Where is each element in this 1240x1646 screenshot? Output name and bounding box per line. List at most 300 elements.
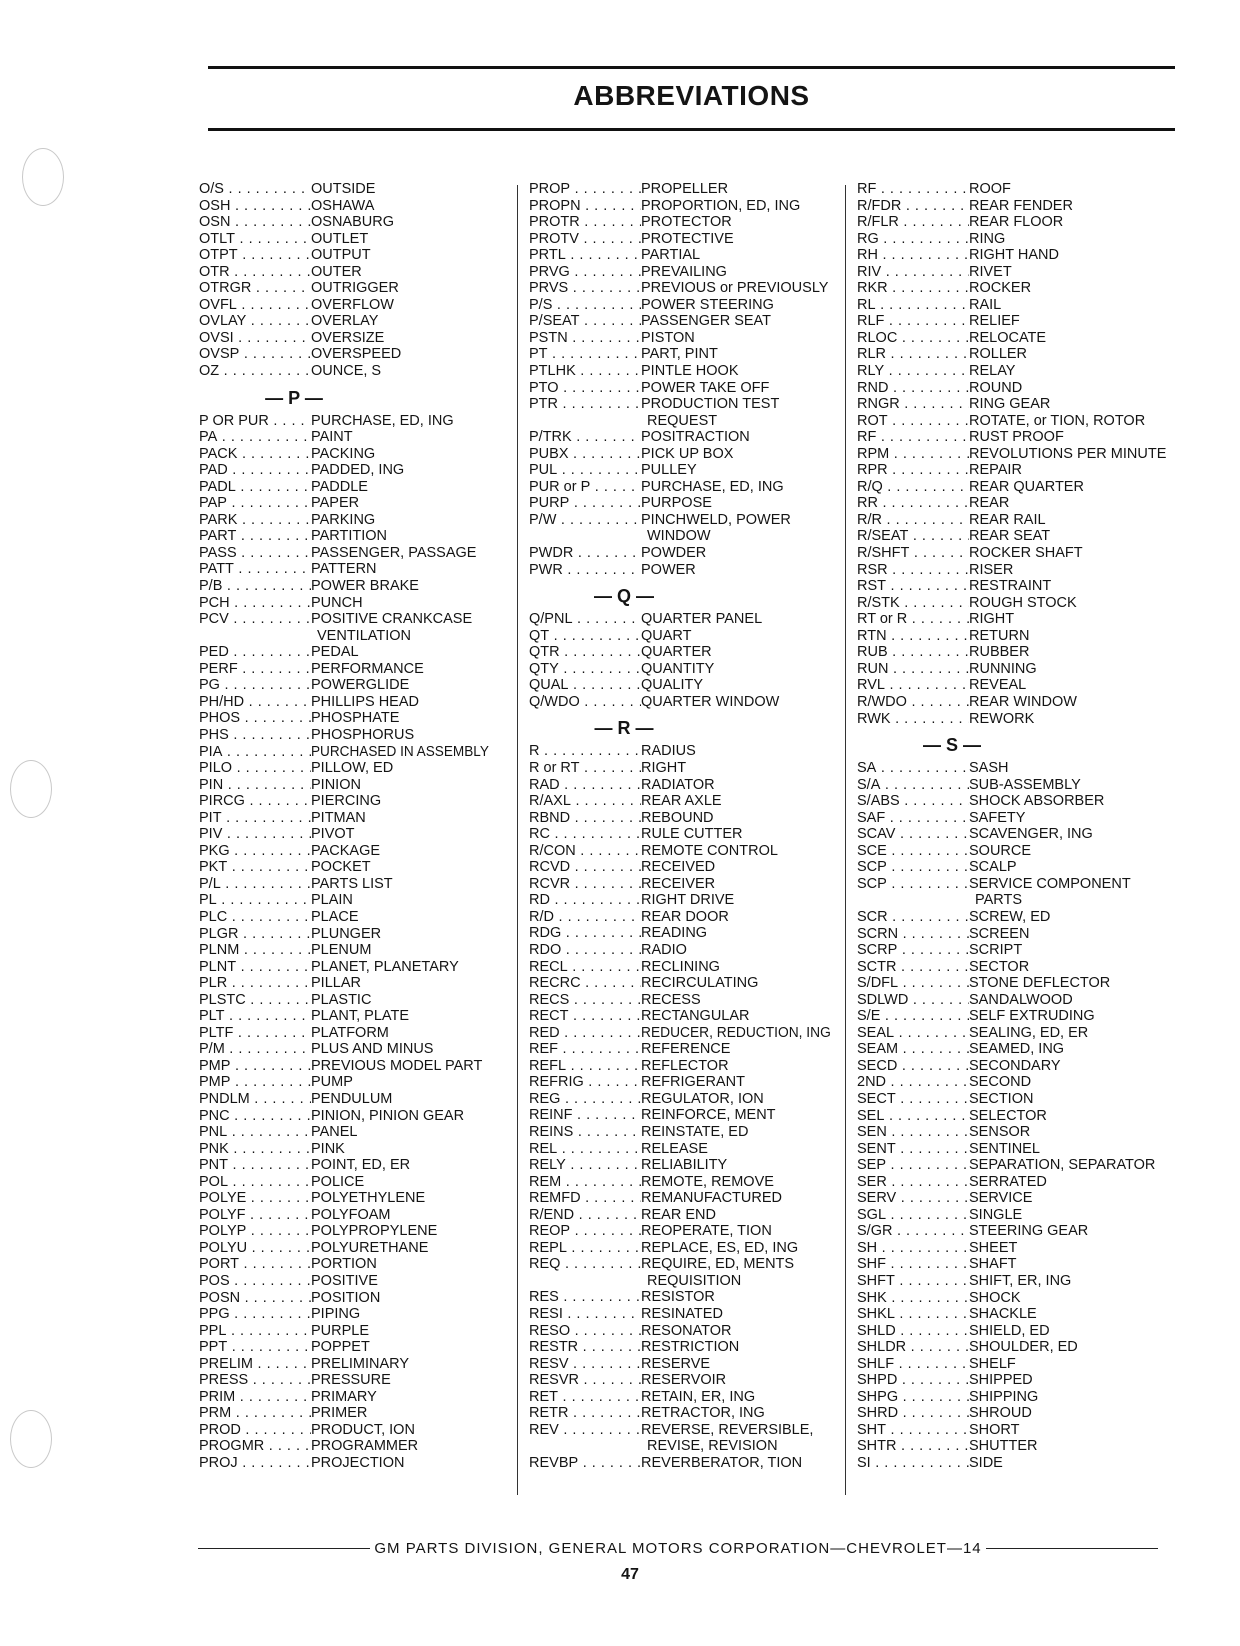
- abbreviation: REFRIG . . .: [529, 1074, 641, 1091]
- abbreviation: PLNT . . .: [199, 959, 311, 976]
- abbreviation-entry: [857, 876, 1177, 893]
- abbreviation: PT . . .: [529, 346, 641, 363]
- definition: PULLEY: [641, 462, 697, 479]
- top-rule: [208, 66, 1175, 69]
- abbreviation: RESV . . .: [529, 1356, 641, 1373]
- abbreviation: REG . . .: [529, 1091, 641, 1108]
- abbreviation-entry: [199, 578, 489, 595]
- abbreviation: R/R . . .: [857, 512, 969, 529]
- definition: PHILLIPS HEAD: [311, 693, 419, 710]
- abbreviation-entry: [529, 677, 831, 694]
- definition: PINTLE HOOK: [641, 363, 739, 380]
- abbreviation-entry: [857, 926, 1177, 943]
- abbreviation: PHS . . .: [199, 727, 311, 744]
- abbreviation: S/ABS . . .: [857, 793, 969, 810]
- abbreviation-entry: [529, 198, 831, 215]
- definition: PAPER: [311, 495, 360, 512]
- definition: PREVAILING: [641, 263, 727, 280]
- abbreviation: R/Q . . .: [857, 479, 969, 496]
- abbreviation-entry: [199, 363, 489, 380]
- abbreviation-entry: [857, 1306, 1177, 1323]
- abbreviation: PTLHK . . .: [529, 363, 641, 380]
- abbreviation: SHLDR . . .: [857, 1339, 969, 1356]
- definition: RADIO: [641, 941, 687, 958]
- abbreviation: REV . . .: [529, 1422, 641, 1439]
- abbreviation-entry: [199, 1141, 489, 1158]
- title-rule: [208, 128, 1175, 131]
- definition: RELAY: [969, 363, 1016, 380]
- abbreviation: PTO . . .: [529, 380, 641, 397]
- abbreviation-entry: [529, 512, 831, 529]
- abbreviation-entry: [529, 1455, 831, 1472]
- abbreviation-entry: [529, 1025, 831, 1042]
- abbreviation-entry: [199, 545, 489, 562]
- footer-rule-right: [986, 1548, 1158, 1549]
- abbreviation: PROTV . . .: [529, 231, 641, 248]
- abbreviation: POLYF . . .: [199, 1207, 311, 1224]
- abbreviation-entry: [857, 1041, 1177, 1058]
- abbreviation-entry: [529, 826, 831, 843]
- definition: PURCHASED IN ASSEMBLY: [311, 743, 489, 760]
- abbreviation: PED . . .: [199, 644, 311, 661]
- abbreviation-entry: [529, 462, 831, 479]
- abbreviation: RPM . . .: [857, 446, 969, 463]
- abbreviation-entry: [529, 810, 831, 827]
- abbreviation-entry: [857, 1273, 1177, 1290]
- definition: SEAMED, ING: [969, 1041, 1065, 1058]
- abbreviation: SH . . .: [857, 1240, 969, 1257]
- abbreviation: PRIM . . .: [199, 1389, 311, 1406]
- abbreviation: [857, 892, 969, 909]
- abbreviation-entry: [857, 1405, 1177, 1422]
- abbreviation: PG . . .: [199, 677, 311, 694]
- abbreviation-entry: [199, 909, 489, 926]
- definition: RULE CUTTER: [641, 826, 743, 843]
- definition: QUALITY: [641, 677, 704, 694]
- definition: POSITION: [311, 1289, 381, 1306]
- abbreviation: [529, 413, 641, 430]
- definition: RIGHT DRIVE: [641, 892, 735, 909]
- abbreviation: RL . . .: [857, 297, 969, 314]
- abbreviation-entry: [857, 611, 1177, 628]
- abbreviation-entry: [529, 892, 831, 909]
- abbreviation-entry: [857, 760, 1177, 777]
- abbreviation: RECRC . . .: [529, 975, 641, 992]
- abbreviation: SCRN . . .: [857, 926, 969, 943]
- abbreviation-entry: [199, 744, 489, 761]
- abbreviation-entry: [199, 297, 489, 314]
- abbreviation: OTR . . .: [199, 264, 311, 281]
- abbreviation: RELY . . .: [529, 1157, 641, 1174]
- abbreviation: RAD . . .: [529, 777, 641, 794]
- definition: OVERLAY: [311, 313, 379, 330]
- abbreviation-entry: [857, 1124, 1177, 1141]
- abbreviation-entry: [199, 926, 489, 943]
- abbreviation: PL . . .: [199, 892, 311, 909]
- abbreviation: RED . . .: [529, 1025, 641, 1042]
- binder-hole: [22, 148, 64, 206]
- definition: PUNCH: [311, 594, 363, 611]
- abbreviation-entry: [857, 280, 1177, 297]
- abbreviation-entry: [199, 313, 489, 330]
- section-heading: — Q —: [593, 586, 654, 607]
- abbreviation-entry-continuation: [529, 1438, 831, 1455]
- abbreviation-entry: [857, 264, 1177, 281]
- abbreviation-entry: [857, 1223, 1177, 1240]
- definition: REAR RAIL: [969, 511, 1046, 528]
- page-number: 47: [621, 1566, 639, 1583]
- abbreviation: RST . . .: [857, 578, 969, 595]
- abbreviation-entry: [199, 479, 489, 496]
- abbreviation: RUB . . .: [857, 644, 969, 661]
- abbreviation-entry: [529, 1124, 831, 1141]
- definition: RESERVE: [641, 1355, 711, 1372]
- definition: ROUGH STOCK: [969, 594, 1077, 611]
- abbreviation: SDLWD . . .: [857, 992, 969, 1009]
- abbreviation: OVLAY . . .: [199, 313, 311, 330]
- abbreviation-entry: [199, 528, 489, 545]
- abbreviation-entry: [857, 512, 1177, 529]
- definition: SERRATED: [969, 1173, 1047, 1190]
- definition: PLANT, PLATE: [311, 1008, 410, 1025]
- abbreviation-entry: [529, 1190, 831, 1207]
- abbreviation-column-1: [199, 181, 489, 1472]
- abbreviation: S/DFL . . .: [857, 975, 969, 992]
- definition: PADDLE: [311, 478, 368, 495]
- definition: SHIPPING: [969, 1388, 1039, 1405]
- abbreviation-entry: [857, 297, 1177, 314]
- definition: SHOCK ABSORBER: [969, 793, 1105, 810]
- abbreviation-entry: [529, 644, 831, 661]
- definition: PARKING: [311, 511, 376, 528]
- abbreviation: PCV . . .: [199, 611, 311, 628]
- definition: RUST PROOF: [969, 429, 1064, 446]
- definition: POCKET: [311, 859, 371, 876]
- abbreviation: REVBP . . .: [529, 1455, 641, 1472]
- definition: POLYPROPYLENE: [311, 1223, 438, 1240]
- abbreviation: S/E . . .: [857, 1008, 969, 1025]
- abbreviation: 2ND . . .: [857, 1074, 969, 1091]
- abbreviation: RESI . . .: [529, 1306, 641, 1323]
- definition: SECTOR: [969, 958, 1030, 975]
- definition: RING: [969, 230, 1006, 247]
- section-heading: — P —: [265, 387, 323, 408]
- abbreviation: QTR . . .: [529, 644, 641, 661]
- abbreviation-entry: [199, 446, 489, 463]
- abbreviation: PROJ . . .: [199, 1455, 311, 1472]
- abbreviation-entry: [529, 925, 831, 942]
- abbreviation-entry-continuation: [529, 528, 831, 545]
- abbreviation-entry: [857, 859, 1177, 876]
- definition: PITMAN: [311, 809, 366, 826]
- definition: SHACKLE: [969, 1306, 1037, 1323]
- abbreviation-entry: [199, 1273, 489, 1290]
- definition: RECTANGULAR: [641, 1008, 750, 1025]
- definition: OVERFLOW: [311, 296, 394, 313]
- abbreviation: PIV . . .: [199, 826, 311, 843]
- abbreviation: RLOC . . .: [857, 330, 969, 347]
- abbreviation-entry: [199, 595, 489, 612]
- definition: PURCHASE, ED, ING: [641, 478, 784, 495]
- definition: SINGLE: [969, 1206, 1023, 1223]
- definition: SIDE: [969, 1455, 1003, 1472]
- abbreviation-entry: [857, 1356, 1177, 1373]
- definition: PHOSPHATE: [311, 710, 400, 727]
- abbreviation-entry: [857, 1074, 1177, 1091]
- abbreviation-entry: [199, 843, 489, 860]
- abbreviation-entry: [199, 512, 489, 529]
- abbreviation: RKR . . .: [857, 280, 969, 297]
- definition: PRODUCTION TEST: [641, 396, 780, 413]
- abbreviation-entry: [199, 1306, 489, 1323]
- abbreviation-entry: [199, 1323, 489, 1340]
- definition: SHAFT: [969, 1256, 1017, 1273]
- abbreviation-entry: [529, 214, 831, 231]
- abbreviation-entry: [857, 1190, 1177, 1207]
- abbreviation-entry: [199, 760, 489, 777]
- abbreviation: POL . . .: [199, 1174, 311, 1191]
- abbreviation: SEAL . . .: [857, 1025, 969, 1042]
- abbreviation: ROT . . .: [857, 413, 969, 430]
- abbreviation-entry: [199, 710, 489, 727]
- abbreviation: PARK . . .: [199, 512, 311, 529]
- abbreviation: REINS . . .: [529, 1124, 641, 1141]
- definition: PRODUCT, ION: [311, 1421, 415, 1438]
- abbreviation: RR . . .: [857, 495, 969, 512]
- abbreviation-entry: [857, 1174, 1177, 1191]
- abbreviation-entry: [529, 975, 831, 992]
- definition: REFRIGERANT: [641, 1074, 745, 1091]
- abbreviation-entry: [529, 1422, 831, 1439]
- abbreviation-entry: [199, 1223, 489, 1240]
- definition: REINFORCE, MENT: [641, 1107, 776, 1124]
- abbreviation-entry: [529, 181, 831, 198]
- definition: SCAVENGER, ING: [969, 826, 1093, 843]
- definition: STEERING GEAR: [969, 1223, 1089, 1240]
- abbreviation-entry: [199, 1025, 489, 1042]
- abbreviation-entry: [857, 777, 1177, 794]
- abbreviation: RSR . . .: [857, 562, 969, 579]
- definition: QUART: [641, 627, 692, 644]
- abbreviation-entry: [857, 1157, 1177, 1174]
- abbreviation-entry: [529, 760, 831, 777]
- definition: REAR DOOR: [641, 908, 729, 925]
- abbreviation-entry: [199, 1290, 489, 1307]
- abbreviation-entry: [199, 495, 489, 512]
- abbreviation: R/AXL . . .: [529, 793, 641, 810]
- definition: PROPORTION, ED, ING: [641, 197, 801, 214]
- abbreviation-entry: [529, 1207, 831, 1224]
- definition: RADIATOR: [641, 776, 715, 793]
- abbreviation: SEL . . .: [857, 1108, 969, 1125]
- abbreviation-entry: [199, 677, 489, 694]
- abbreviation: PA . . .: [199, 429, 311, 446]
- definition: PARTIAL: [641, 247, 701, 264]
- definition: RECEIVED: [641, 859, 716, 876]
- abbreviation-entry: [857, 495, 1177, 512]
- definition: PROPELLER: [641, 181, 729, 197]
- definition: ROUND: [969, 379, 1023, 396]
- abbreviation: RUN . . .: [857, 661, 969, 678]
- definition: PINCHWELD, POWER: [641, 511, 791, 528]
- abbreviation-entry: [199, 1074, 489, 1091]
- abbreviation: REQ . . .: [529, 1256, 641, 1273]
- definition: SERVICE COMPONENT: [969, 875, 1131, 892]
- definition: REQUISITION: [647, 1272, 742, 1289]
- abbreviation-entry: [529, 231, 831, 248]
- definition: RIGHT HAND: [969, 247, 1059, 264]
- abbreviation-entry: [199, 644, 489, 661]
- abbreviation-entry: [857, 1290, 1177, 1307]
- abbreviation-entry: [199, 231, 489, 248]
- abbreviation: PRM . . .: [199, 1405, 311, 1422]
- abbreviation: SGL . . .: [857, 1207, 969, 1224]
- abbreviation: PLR . . .: [199, 975, 311, 992]
- definition: PIVOT: [311, 826, 355, 843]
- definition: RESTRICTION: [641, 1339, 740, 1356]
- abbreviation-entry: [199, 1207, 489, 1224]
- abbreviation-entry: [529, 876, 831, 893]
- abbreviation: SHF . . .: [857, 1256, 969, 1273]
- abbreviation-entry: [199, 280, 489, 297]
- abbreviation: REM . . .: [529, 1174, 641, 1191]
- column-divider: [845, 185, 846, 1495]
- abbreviation-entry: [199, 1091, 489, 1108]
- abbreviation-entry: [529, 694, 831, 711]
- abbreviation: [529, 1273, 641, 1290]
- abbreviation: P/TRK . . .: [529, 429, 641, 446]
- abbreviation: PMP . . .: [199, 1058, 311, 1075]
- definition: PURPOSE: [641, 495, 712, 512]
- definition: REAR END: [641, 1206, 716, 1223]
- definition: REOPERATE, TION: [641, 1223, 772, 1240]
- abbreviation-entry: [857, 1141, 1177, 1158]
- abbreviation: R/CON . . .: [529, 843, 641, 860]
- definition: PARTS: [975, 892, 1023, 909]
- abbreviation-entry: [199, 1405, 489, 1422]
- abbreviation: RETR . . .: [529, 1405, 641, 1422]
- definition: PORTION: [311, 1256, 377, 1273]
- abbreviation: RESO . . .: [529, 1323, 641, 1340]
- abbreviation-entry: [529, 1256, 831, 1273]
- abbreviation-entry: [529, 1356, 831, 1373]
- abbreviation: SA . . .: [857, 760, 969, 777]
- abbreviation: SER . . .: [857, 1174, 969, 1191]
- abbreviation-entry: [529, 297, 831, 314]
- definition: RETRACTOR, ING: [641, 1405, 765, 1422]
- abbreviation: PART . . .: [199, 528, 311, 545]
- abbreviation: SHT . . .: [857, 1422, 969, 1439]
- definition: SHIPPED: [969, 1372, 1033, 1389]
- abbreviation-entry-continuation: [529, 1273, 831, 1290]
- abbreviation: QTY . . .: [529, 661, 641, 678]
- definition: REAR FENDER: [969, 197, 1073, 214]
- definition: SCRIPT: [969, 942, 1023, 959]
- abbreviation: QT . . .: [529, 628, 641, 645]
- abbreviation: PCH . . .: [199, 595, 311, 612]
- abbreviation-entry: [529, 247, 831, 264]
- abbreviation: RF . . .: [857, 429, 969, 446]
- definition: REAR: [969, 495, 1010, 512]
- abbreviation: RND . . .: [857, 380, 969, 397]
- abbreviation: SECT . . .: [857, 1091, 969, 1108]
- abbreviation-entry: [857, 396, 1177, 413]
- abbreviation: R/FLR . . .: [857, 214, 969, 231]
- abbreviation: REF . . .: [529, 1041, 641, 1058]
- abbreviation-entry: [529, 1041, 831, 1058]
- abbreviation: P/L . . .: [199, 876, 311, 893]
- definition: PLATFORM: [311, 1024, 389, 1041]
- abbreviation: PNDLM . . .: [199, 1091, 311, 1108]
- abbreviation-entry: [857, 562, 1177, 579]
- abbreviation: OZ . . .: [199, 363, 311, 380]
- abbreviation-entry: [857, 1323, 1177, 1340]
- abbreviation: OVSI . . .: [199, 330, 311, 347]
- abbreviation: R/SHFT . . .: [857, 545, 969, 562]
- abbreviation-entry: [529, 1389, 831, 1406]
- definition: PLAIN: [311, 892, 353, 909]
- abbreviation-entry: [529, 1306, 831, 1323]
- abbreviation: RG . . .: [857, 231, 969, 248]
- definition: REVOLUTIONS PER MINUTE: [969, 445, 1167, 462]
- abbreviation-entry: [529, 793, 831, 810]
- abbreviation-entry: [857, 843, 1177, 860]
- abbreviation: RD . . .: [529, 892, 641, 909]
- abbreviation-entry: [199, 1455, 489, 1472]
- abbreviation-entry: [529, 545, 831, 562]
- abbreviation-entry: [529, 1174, 831, 1191]
- definition: PILLOW, ED: [311, 760, 394, 777]
- definition: PLUNGER: [311, 925, 382, 942]
- abbreviation-entry: [199, 892, 489, 909]
- abbreviation: PAP . . .: [199, 495, 311, 512]
- definition: READING: [641, 925, 708, 942]
- abbreviation-entry: [529, 992, 831, 1009]
- abbreviation: PSTN . . .: [529, 330, 641, 347]
- definition: POWER BRAKE: [311, 578, 419, 595]
- definition: SCALP: [969, 859, 1017, 876]
- definition: REVEAL: [969, 677, 1027, 694]
- abbreviation-entry: [199, 1422, 489, 1439]
- definition: PEDAL: [311, 644, 359, 661]
- abbreviation-entry: [529, 495, 831, 512]
- abbreviation: P/M . . .: [199, 1041, 311, 1058]
- abbreviation: RF . . .: [857, 181, 969, 198]
- definition: PROGRAMMER: [311, 1438, 419, 1455]
- abbreviation-entry: [857, 711, 1177, 728]
- abbreviation-column-2: [529, 181, 831, 1471]
- abbreviation-entry: [199, 1108, 489, 1125]
- abbreviation: PLGR . . .: [199, 926, 311, 943]
- abbreviation: POLYP . . .: [199, 1223, 311, 1240]
- abbreviation-entry: [857, 380, 1177, 397]
- definition: ROCKER: [969, 280, 1032, 297]
- abbreviation-entry: [857, 462, 1177, 479]
- abbreviation-entry: [529, 1289, 831, 1306]
- definition: SASH: [969, 760, 1009, 777]
- abbreviation-entry: [199, 1124, 489, 1141]
- abbreviation: QUAL . . .: [529, 677, 641, 694]
- definition: PRIMER: [311, 1405, 368, 1422]
- abbreviation-entry: [199, 264, 489, 281]
- abbreviation-entry: [529, 859, 831, 876]
- definition: REWORK: [969, 710, 1035, 727]
- definition: REAR AXLE: [641, 793, 722, 810]
- abbreviation-entry: [857, 1339, 1177, 1356]
- abbreviation-entry: [857, 346, 1177, 363]
- abbreviation-entry: [199, 1058, 489, 1075]
- definition: PINK: [311, 1140, 345, 1157]
